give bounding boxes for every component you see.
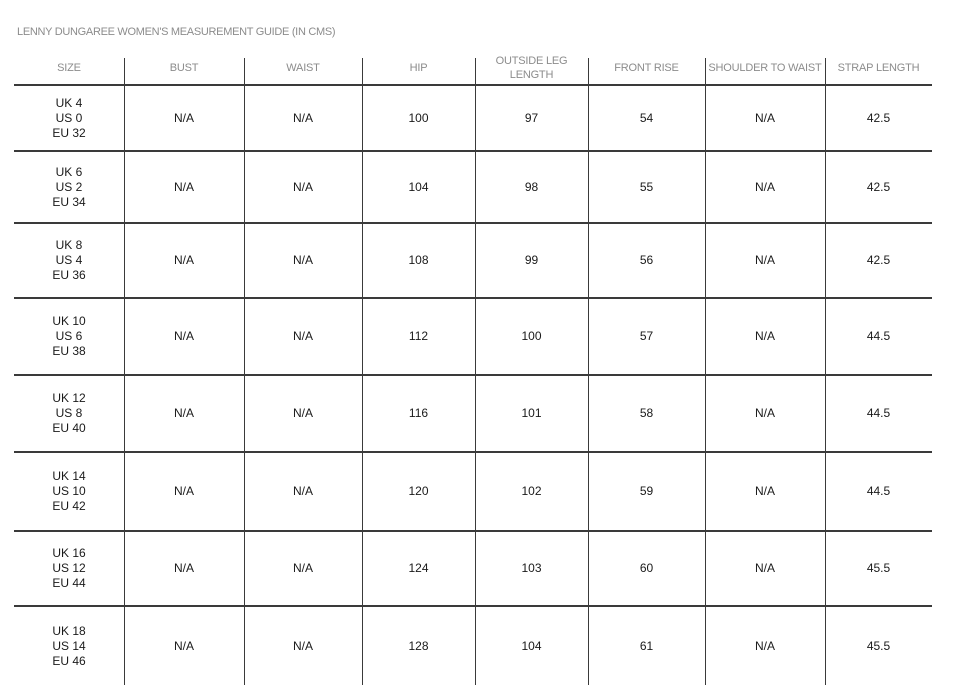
page-title: LENNY DUNGAREE WOMEN'S MEASUREMENT GUIDE (IN CMS) (17, 26, 336, 38)
table-cell-size: UK 4 US 0 EU 32 (52, 95, 86, 140)
table-cell-bust: N/A (173, 179, 194, 194)
table-cell-outside-leg-length: 104 (521, 638, 542, 653)
column-header-strap-length: STRAP LENGTH (837, 62, 920, 74)
table-cell-bust: N/A (173, 329, 194, 343)
column-header-outside-leg-length: OUTSIDE LEG LENGTH (495, 55, 568, 81)
table-cell-hip: 104 (408, 179, 429, 194)
column-header-size: SIZE (57, 62, 81, 74)
table-cell-hip: 112 (408, 329, 429, 343)
table-cell-front-rise: 54 (639, 110, 654, 125)
table-cell-waist: N/A (292, 110, 313, 125)
table-cell-size: UK 6 US 2 EU 34 (52, 164, 86, 209)
table-cell-strap-length: 42.5 (866, 253, 891, 267)
table-cell-outside-leg-length: 100 (521, 329, 542, 343)
table-cell-hip: 108 (408, 253, 429, 267)
table-cell-size: UK 18 US 14 EU 46 (52, 623, 86, 668)
table-cell-hip: 116 (408, 406, 429, 420)
table-cell-waist: N/A (292, 561, 313, 575)
table-cell-bust: N/A (173, 561, 194, 575)
table-cell-shoulder-to-waist: N/A (754, 329, 775, 343)
table-cell-strap-length: 44.5 (866, 329, 891, 343)
table-cell-outside-leg-length: 97 (524, 110, 539, 125)
table-cell-shoulder-to-waist: N/A (754, 110, 775, 125)
table-cell-waist: N/A (292, 484, 313, 498)
column-header-bust: BUST (169, 62, 199, 74)
table-cell-hip: 120 (408, 484, 429, 498)
table-cell-shoulder-to-waist: N/A (754, 638, 775, 653)
table-cell-size: UK 14 US 10 EU 42 (52, 469, 86, 513)
table-cell-waist: N/A (292, 179, 313, 194)
table-cell-size: UK 16 US 12 EU 44 (52, 546, 86, 590)
table-cell-shoulder-to-waist: N/A (754, 406, 775, 420)
column-header-hip: HIP (409, 62, 428, 74)
table-cell-front-rise: 57 (639, 329, 654, 343)
table-cell-outside-leg-length: 99 (524, 253, 539, 267)
table-cell-hip: 124 (408, 561, 429, 575)
table-cell-waist: N/A (292, 406, 313, 420)
table-cell-waist: N/A (292, 638, 313, 653)
table-cell-front-rise: 59 (639, 484, 654, 498)
table-cell-shoulder-to-waist: N/A (754, 179, 775, 194)
column-header-waist: WAIST (286, 62, 320, 74)
table-cell-bust: N/A (173, 484, 194, 498)
table-cell-outside-leg-length: 101 (521, 406, 542, 420)
table-cell-outside-leg-length: 103 (521, 561, 542, 575)
table-cell-outside-leg-length: 102 (521, 484, 542, 498)
table-cell-strap-length: 42.5 (866, 179, 891, 194)
table-cell-strap-length: 45.5 (866, 638, 891, 653)
table-cell-outside-leg-length: 98 (524, 179, 539, 194)
table-cell-bust: N/A (173, 638, 194, 653)
table-cell-front-rise: 56 (639, 253, 654, 267)
table-cell-strap-length: 42.5 (866, 110, 891, 125)
table-cell-strap-length: 44.5 (866, 406, 891, 420)
table-cell-front-rise: 55 (639, 179, 654, 194)
table-cell-front-rise: 60 (639, 561, 654, 575)
table-cell-size: UK 8 US 4 EU 36 (52, 238, 86, 282)
table-cell-shoulder-to-waist: N/A (754, 253, 775, 267)
table-cell-bust: N/A (173, 253, 194, 267)
table-cell-hip: 100 (408, 110, 429, 125)
table-cell-size: UK 10 US 6 EU 38 (52, 314, 86, 358)
column-header-front-rise: FRONT RISE (614, 62, 679, 74)
table-cell-waist: N/A (292, 329, 313, 343)
column-header-shoulder-to-waist: SHOULDER TO WAIST (708, 62, 822, 74)
table-cell-strap-length: 44.5 (866, 484, 891, 498)
table-cell-front-rise: 61 (639, 638, 654, 653)
table-cell-waist: N/A (292, 253, 313, 267)
table-cell-shoulder-to-waist: N/A (754, 561, 775, 575)
table-cell-bust: N/A (173, 110, 194, 125)
table-cell-hip: 128 (408, 638, 429, 653)
table-cell-front-rise: 58 (639, 406, 654, 420)
table-cell-bust: N/A (173, 406, 194, 420)
table-cell-shoulder-to-waist: N/A (754, 484, 775, 498)
table-cell-strap-length: 45.5 (866, 561, 891, 575)
table-cell-size: UK 12 US 8 EU 40 (52, 391, 86, 435)
